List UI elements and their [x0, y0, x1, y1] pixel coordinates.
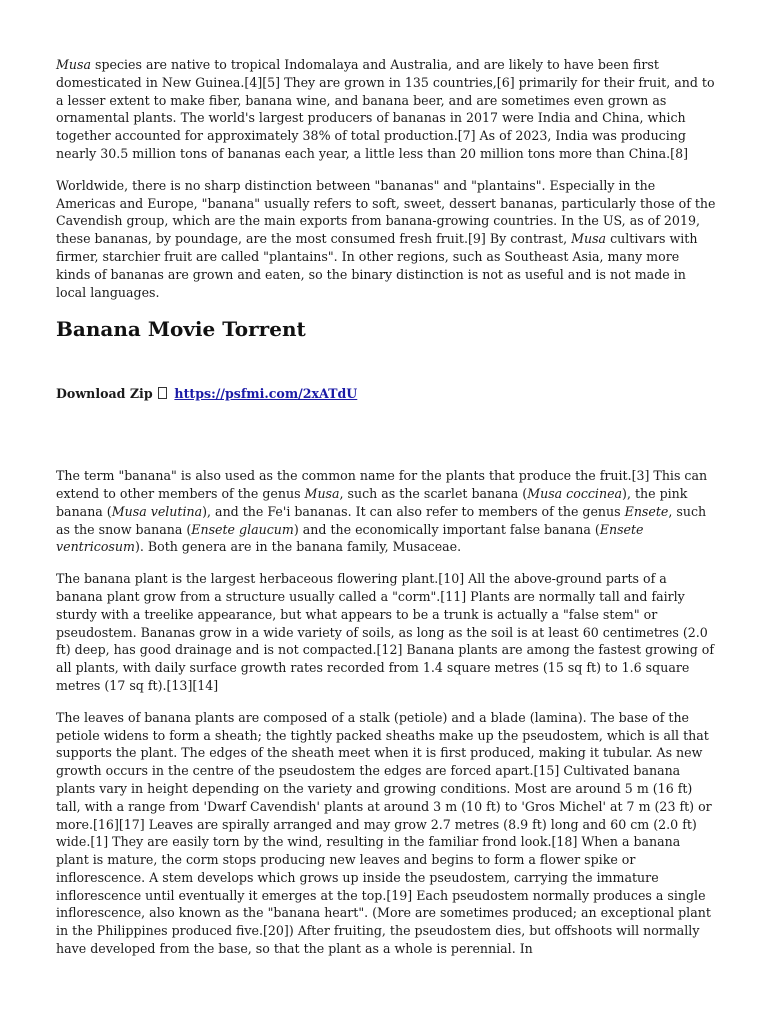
download-line — [56, 385, 716, 403]
paragraph-text: ). Both genera are in the banana family, Musaceae. — [134, 539, 462, 555]
paragraph-banana-plant: The banana plant is the largest herbaceous flowering plant.[10] All the above-ground parts of a banana plant grow from a structure usually called a "corm".[11] Plants are normally tall and fairly sturdy with a treelike appearance, but what appears to be a trunk is actually a "false stem" or pseudostem. Bananas grow in a wide variety of soils, as long as the soil is at least 60 centimetres (2.0 ft) deep, has good drainage and is not compacted.[12] Banana plants are among the fastest growing of all plants, with daily surface growth rates recorded from 1.4 square metres (15 sq ft) to 1.6 square metres (17 sq ft).[13][14] — [56, 571, 714, 693]
italic-genus-name: Musa — [56, 57, 91, 72]
italic-species-name: Musa coccinea — [527, 485, 623, 501]
italic-species-name: Musa velutina — [111, 503, 203, 519]
missing-glyph-icon — [158, 387, 167, 399]
paragraph-text: Worldwide, there is no sharp distinction between "bananas" and "plantains". Especially in the Americas and Europe, "banana" usually refers to soft, sweet, dessert bananas, particularly those of the Cavendish group, which are the main exports from banana-growing countries. In the US, as of 2019, these bananas, by poundage, are the most consumed fresh fruit.[9] By contrast, — [56, 177, 716, 247]
page-heading: Banana Movie Torrent — [56, 317, 306, 342]
paragraph-text: The term "banana" is also used as the common name for the plants that produce the fruit.[3] This can extend to other members of the genus — [56, 468, 708, 501]
paragraph-text: ), and the Fe'i bananas. It can also refer to members of the genus — [202, 503, 625, 519]
paragraph-musa-origins — [56, 56, 716, 163]
paragraph-banana-leaves: The leaves of banana plants are composed of a stalk (petiole) and a blade (lamina). The base of the petiole widens to form a sheath; the tightly packed sheaths make up the pseudostem, which is all that supports the plant. The edges of the sheath meet when it is first produced, making it tubular. As new growth occurs in the centre of the pseudostem the edges are forced apart.[15] Cultivated banana plants vary in height depending on the variety and growing conditions. Most are around 5 m (16 ft) tall, with a range from 'Dwarf Cavendish' plants at around 3 m (10 ft) to 'Gros Michel' at 7 m (23 ft) or more.[16][17] Leaves are spirally arranged and may grow 2.7 metres (8.9 ft) long and 60 cm (2.0 ft) wide.[1] They are easily torn by the wind, resulting in the familiar frond look.[18] When a banana plant is mature, the corm stops producing new leaves and begins to form a flower spike or inflorescence. A stem develops which grows up inside the pseudostem, carrying the immature inflorescence until eventually it emerges at the top.[19] Each pseudostem normally produces a single inflorescence, also known as the "banana heart". (More are sometimes produced; an exceptional plant in the Philippines produced five.[20]) After fruiting, the pseudostem dies, but offshoots will normally have developed from the base, so that the plant as a whole is perennial. In — [56, 709, 712, 957]
italic-genus-name: Musa — [571, 231, 607, 247]
italic-species-name: Ensete ventricosum — [56, 521, 644, 555]
italic-genus-name: Ensete — [624, 503, 669, 519]
document-page — [56, 56, 716, 958]
paragraph-text: ), the pink banana ( — [56, 485, 688, 519]
download-label: Download Zip — [56, 386, 158, 402]
paragraph-text: cultivars with firmer, starchier fruit are called "plantains". In other regions, such as Southeast Asia, many more kinds of bananas are grown and eaten, so the binary distinction is not as useful and is not made in local languages. — [56, 231, 698, 300]
paragraph-text: ) and the economically important false banana ( — [293, 521, 600, 537]
italic-genus-name: Musa — [304, 485, 340, 501]
paragraph-text: species are native to tropical Indomalaya and Australia, and are likely to have been first domesticated in New Guinea.[4][5] They are grown in 135 countries,[6] primarily for their fruit, and to a lesser extent to make fiber, banana wine, and banana beer, and are sometimes even grown as ornamental plants. The world's largest producers of bananas in 2017 were India and China, which together accounted for approximately 38% of total production.[7] As of 2023, India was producing nearly 30.5 million tons of bananas each year, a little less than 20 million tons more than China.[8] — [56, 57, 715, 161]
paragraph-text: , such as the snow banana ( — [56, 503, 707, 537]
paragraph-text: , such as the scarlet banana ( — [339, 485, 528, 501]
paragraph-term-banana — [56, 467, 716, 556]
download-link[interactable]: https://psfmi.com/2xATdU — [174, 386, 358, 402]
italic-species-name: Ensete glaucum — [191, 521, 294, 537]
paragraph-bananas-plantains — [56, 177, 716, 302]
